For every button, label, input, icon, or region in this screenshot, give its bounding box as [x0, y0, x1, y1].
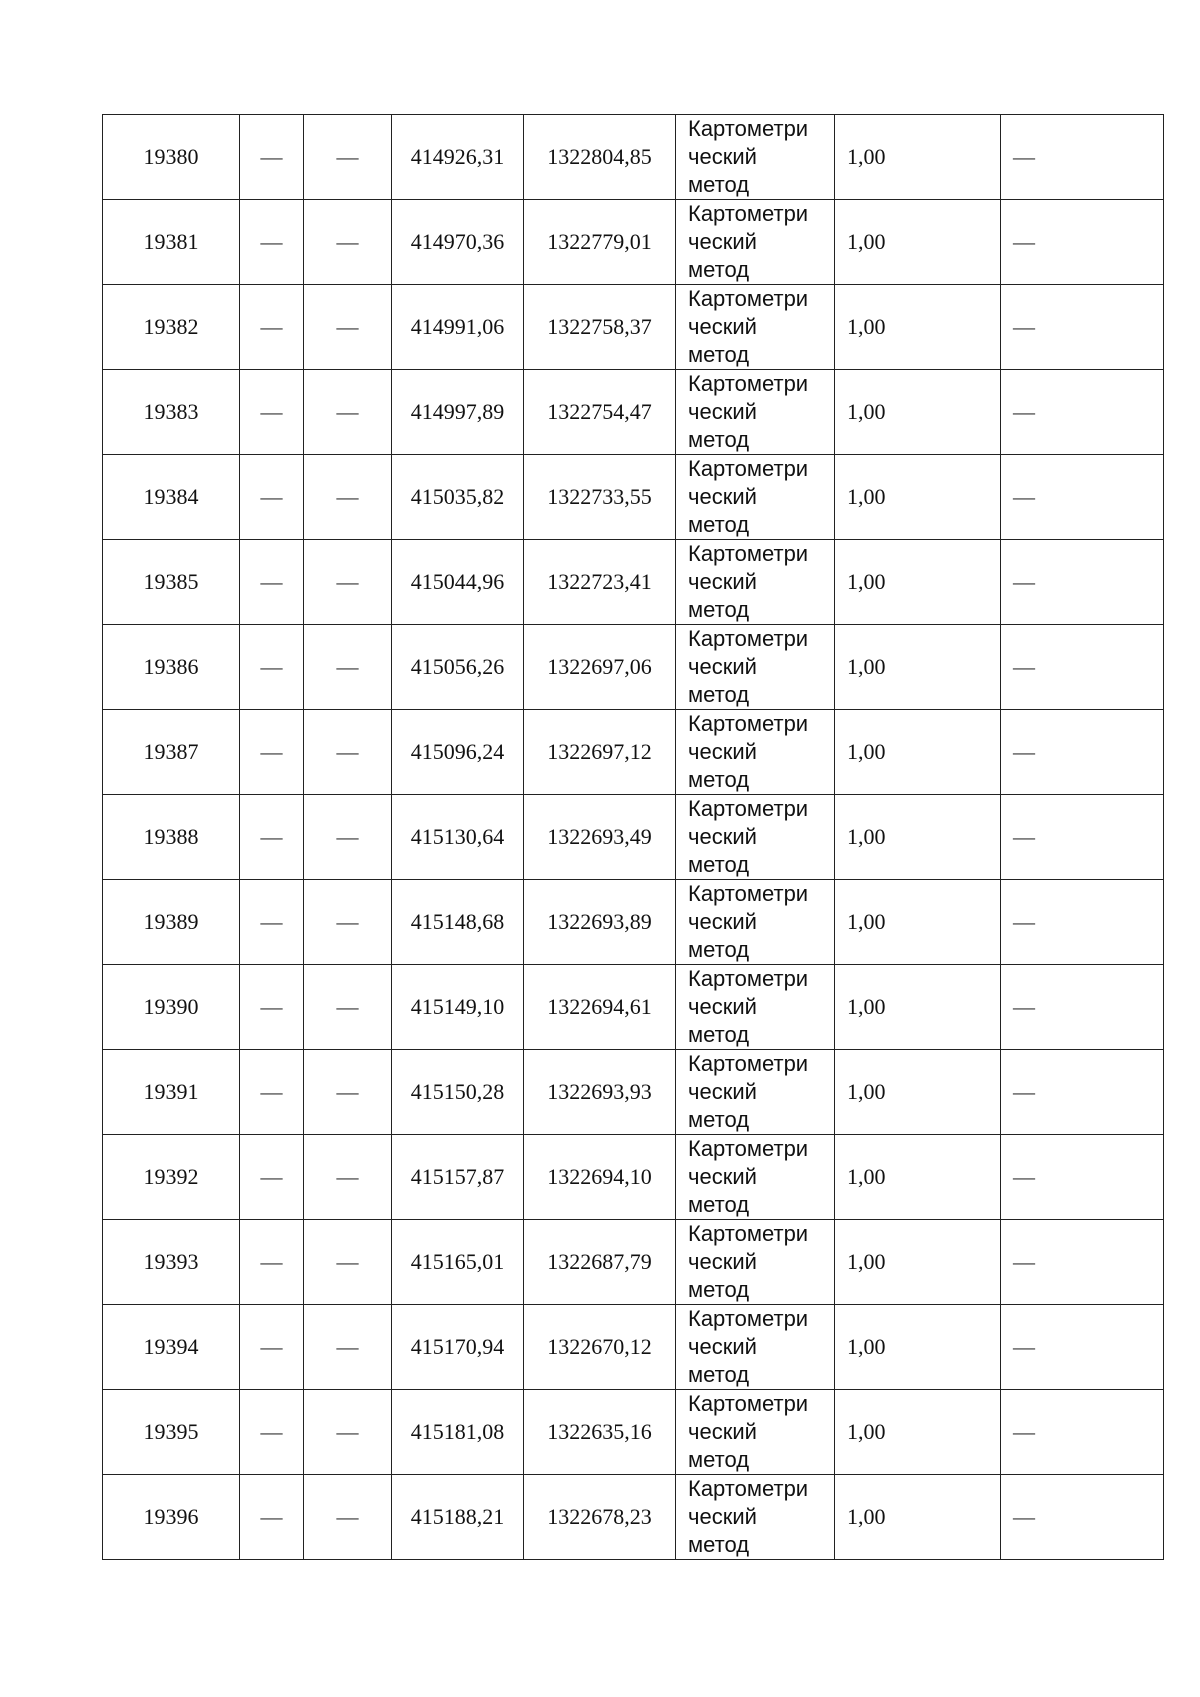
point-number-cell: 19396	[103, 1475, 240, 1560]
accuracy-cell: 1,00	[835, 1475, 1001, 1560]
note-dash-cell: —	[1001, 200, 1164, 285]
empty-dash-cell: —	[304, 1305, 392, 1390]
coordinate-y-cell: 1322693,49	[524, 795, 676, 880]
note-dash-cell: —	[1001, 710, 1164, 795]
empty-dash-cell: —	[240, 1305, 304, 1390]
coordinate-y-cell: 1322670,12	[524, 1305, 676, 1390]
empty-dash-cell: —	[240, 200, 304, 285]
accuracy-cell: 1,00	[835, 1050, 1001, 1135]
empty-dash-cell: —	[240, 455, 304, 540]
accuracy-cell: 1,00	[835, 710, 1001, 795]
note-dash-cell: —	[1001, 1475, 1164, 1560]
coordinate-y-cell: 1322758,37	[524, 285, 676, 370]
table-row	[103, 1475, 1164, 1560]
empty-dash-cell: —	[240, 115, 304, 200]
table-row	[103, 1135, 1164, 1220]
method-cell: Картометри ческий метод	[676, 1305, 835, 1390]
method-cell: Картометри ческий метод	[676, 1390, 835, 1475]
coordinate-y-cell: 1322694,61	[524, 965, 676, 1050]
accuracy-cell: 1,00	[835, 540, 1001, 625]
note-dash-cell: —	[1001, 1305, 1164, 1390]
accuracy-cell: 1,00	[835, 200, 1001, 285]
empty-dash-cell: —	[304, 285, 392, 370]
coordinate-y-cell: 1322733,55	[524, 455, 676, 540]
coordinate-x-cell: 414926,31	[392, 115, 524, 200]
note-dash-cell: —	[1001, 115, 1164, 200]
coordinate-y-cell: 1322697,12	[524, 710, 676, 795]
empty-dash-cell: —	[240, 965, 304, 1050]
coordinate-y-cell: 1322693,89	[524, 880, 676, 965]
coordinate-x-cell: 415170,94	[392, 1305, 524, 1390]
method-cell: Картометри ческий метод	[676, 1050, 835, 1135]
point-number-cell: 19383	[103, 370, 240, 455]
method-cell: Картометри ческий метод	[676, 1135, 835, 1220]
empty-dash-cell: —	[240, 795, 304, 880]
empty-dash-cell: —	[304, 200, 392, 285]
empty-dash-cell: —	[304, 1220, 392, 1305]
table-row	[103, 455, 1164, 540]
empty-dash-cell: —	[304, 1050, 392, 1135]
coordinate-y-cell: 1322693,93	[524, 1050, 676, 1135]
point-number-cell: 19380	[103, 115, 240, 200]
point-number-cell: 19391	[103, 1050, 240, 1135]
empty-dash-cell: —	[240, 1050, 304, 1135]
table-row	[103, 115, 1164, 200]
point-number-cell: 19394	[103, 1305, 240, 1390]
table-row	[103, 200, 1164, 285]
method-cell: Картометри ческий метод	[676, 200, 835, 285]
coordinate-x-cell: 415181,08	[392, 1390, 524, 1475]
accuracy-cell: 1,00	[835, 1135, 1001, 1220]
coordinate-y-cell: 1322754,47	[524, 370, 676, 455]
note-dash-cell: —	[1001, 625, 1164, 710]
empty-dash-cell: —	[304, 1390, 392, 1475]
method-cell: Картометри ческий метод	[676, 1220, 835, 1305]
point-number-cell: 19386	[103, 625, 240, 710]
method-cell: Картометри ческий метод	[676, 285, 835, 370]
coordinate-x-cell: 415157,87	[392, 1135, 524, 1220]
point-number-cell: 19389	[103, 880, 240, 965]
accuracy-cell: 1,00	[835, 880, 1001, 965]
coordinate-x-cell: 414991,06	[392, 285, 524, 370]
note-dash-cell: —	[1001, 1220, 1164, 1305]
table-row	[103, 370, 1164, 455]
table-row	[103, 1390, 1164, 1475]
table-row	[103, 795, 1164, 880]
note-dash-cell: —	[1001, 285, 1164, 370]
point-number-cell: 19390	[103, 965, 240, 1050]
point-number-cell: 19387	[103, 710, 240, 795]
point-number-cell: 19392	[103, 1135, 240, 1220]
note-dash-cell: —	[1001, 370, 1164, 455]
method-cell: Картометри ческий метод	[676, 965, 835, 1050]
coordinate-x-cell: 415150,28	[392, 1050, 524, 1135]
accuracy-cell: 1,00	[835, 1305, 1001, 1390]
accuracy-cell: 1,00	[835, 370, 1001, 455]
empty-dash-cell: —	[240, 1135, 304, 1220]
coordinate-y-cell: 1322723,41	[524, 540, 676, 625]
empty-dash-cell: —	[240, 285, 304, 370]
note-dash-cell: —	[1001, 1390, 1164, 1475]
note-dash-cell: —	[1001, 880, 1164, 965]
note-dash-cell: —	[1001, 540, 1164, 625]
accuracy-cell: 1,00	[835, 285, 1001, 370]
accuracy-cell: 1,00	[835, 965, 1001, 1050]
method-cell: Картометри ческий метод	[676, 710, 835, 795]
coordinate-x-cell: 415188,21	[392, 1475, 524, 1560]
note-dash-cell: —	[1001, 1050, 1164, 1135]
coordinate-x-cell: 414997,89	[392, 370, 524, 455]
coordinate-x-cell: 415096,24	[392, 710, 524, 795]
coordinate-x-cell: 415056,26	[392, 625, 524, 710]
empty-dash-cell: —	[304, 965, 392, 1050]
point-number-cell: 19382	[103, 285, 240, 370]
table-row	[103, 710, 1164, 795]
empty-dash-cell: —	[304, 115, 392, 200]
empty-dash-cell: —	[304, 710, 392, 795]
table-row	[103, 965, 1164, 1050]
empty-dash-cell: —	[240, 1220, 304, 1305]
table-row	[103, 880, 1164, 965]
empty-dash-cell: —	[240, 1390, 304, 1475]
coordinate-x-cell: 415130,64	[392, 795, 524, 880]
accuracy-cell: 1,00	[835, 795, 1001, 880]
table-row	[103, 540, 1164, 625]
method-cell: Картометри ческий метод	[676, 455, 835, 540]
table-row	[103, 1220, 1164, 1305]
coordinate-y-cell: 1322678,23	[524, 1475, 676, 1560]
point-number-cell: 19385	[103, 540, 240, 625]
method-cell: Картометри ческий метод	[676, 795, 835, 880]
method-cell: Картометри ческий метод	[676, 540, 835, 625]
note-dash-cell: —	[1001, 795, 1164, 880]
coordinate-x-cell: 415035,82	[392, 455, 524, 540]
accuracy-cell: 1,00	[835, 455, 1001, 540]
accuracy-cell: 1,00	[835, 1390, 1001, 1475]
table-row	[103, 285, 1164, 370]
point-number-cell: 19388	[103, 795, 240, 880]
coordinate-y-cell: 1322697,06	[524, 625, 676, 710]
method-cell: Картометри ческий метод	[676, 370, 835, 455]
empty-dash-cell: —	[304, 625, 392, 710]
coordinates-table	[102, 114, 1164, 1560]
point-number-cell: 19384	[103, 455, 240, 540]
method-cell: Картометри ческий метод	[676, 115, 835, 200]
coordinate-y-cell: 1322687,79	[524, 1220, 676, 1305]
empty-dash-cell: —	[240, 540, 304, 625]
table-row	[103, 1305, 1164, 1390]
note-dash-cell: —	[1001, 455, 1164, 540]
method-cell: Картометри ческий метод	[676, 625, 835, 710]
coordinate-y-cell: 1322779,01	[524, 200, 676, 285]
empty-dash-cell: —	[304, 1475, 392, 1560]
empty-dash-cell: —	[304, 455, 392, 540]
coordinate-x-cell: 414970,36	[392, 200, 524, 285]
empty-dash-cell: —	[240, 1475, 304, 1560]
coordinate-x-cell: 415165,01	[392, 1220, 524, 1305]
note-dash-cell: —	[1001, 1135, 1164, 1220]
coordinate-y-cell: 1322635,16	[524, 1390, 676, 1475]
table-row	[103, 1050, 1164, 1135]
table-row	[103, 625, 1164, 710]
empty-dash-cell: —	[240, 370, 304, 455]
empty-dash-cell: —	[304, 880, 392, 965]
empty-dash-cell: —	[304, 370, 392, 455]
coordinate-x-cell: 415149,10	[392, 965, 524, 1050]
coordinate-y-cell: 1322694,10	[524, 1135, 676, 1220]
empty-dash-cell: —	[304, 795, 392, 880]
method-cell: Картометри ческий метод	[676, 880, 835, 965]
point-number-cell: 19393	[103, 1220, 240, 1305]
empty-dash-cell: —	[304, 1135, 392, 1220]
empty-dash-cell: —	[240, 710, 304, 795]
note-dash-cell: —	[1001, 965, 1164, 1050]
empty-dash-cell: —	[240, 625, 304, 710]
coordinate-x-cell: 415148,68	[392, 880, 524, 965]
accuracy-cell: 1,00	[835, 1220, 1001, 1305]
accuracy-cell: 1,00	[835, 115, 1001, 200]
table-body	[103, 115, 1164, 1560]
empty-dash-cell: —	[240, 880, 304, 965]
coordinate-y-cell: 1322804,85	[524, 115, 676, 200]
method-cell: Картометри ческий метод	[676, 1475, 835, 1560]
empty-dash-cell: —	[304, 540, 392, 625]
coordinate-x-cell: 415044,96	[392, 540, 524, 625]
point-number-cell: 19395	[103, 1390, 240, 1475]
accuracy-cell: 1,00	[835, 625, 1001, 710]
point-number-cell: 19381	[103, 200, 240, 285]
